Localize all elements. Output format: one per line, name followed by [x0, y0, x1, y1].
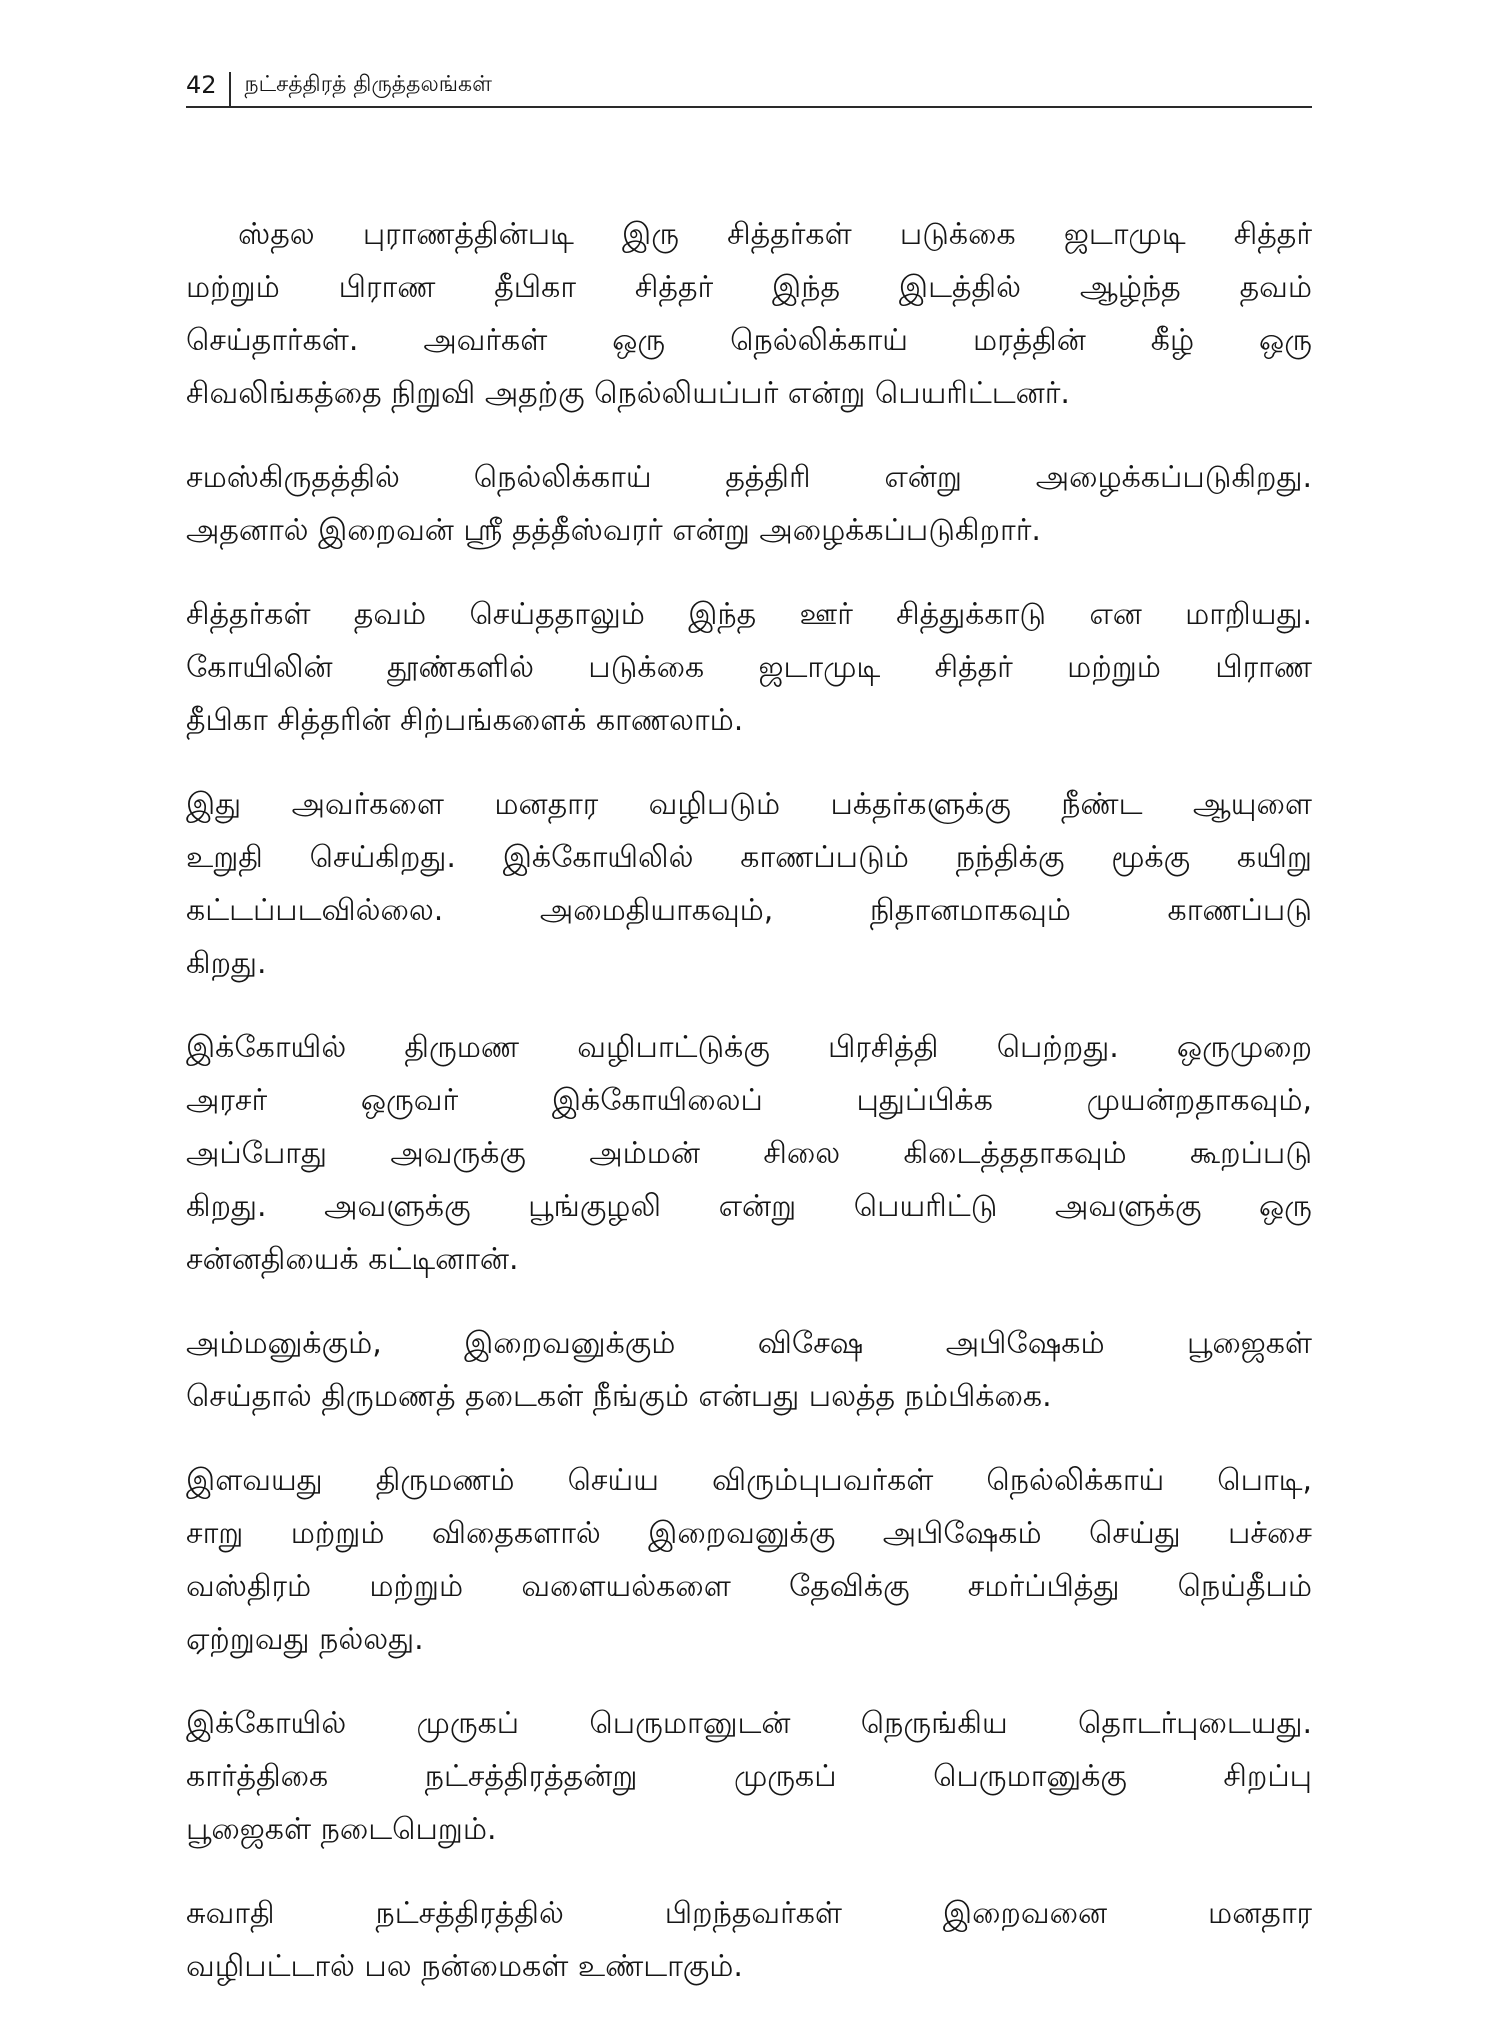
text-line: சன்னதியைக் கட்டினான்.: [186, 1242, 519, 1277]
text-line: வழிபட்டால் பல நன்மைகள் உண்டாகும்.: [186, 1949, 743, 1984]
text-line: சாறு மற்றும் விதைகளால் இறைவனுக்கு அபிஷேகம் செய்து பச்சை: [186, 1516, 1312, 1551]
text-line: கிறது. அவளுக்கு பூங்குழலி என்று பெயரிட்டு அவளுக்கு ஒரு: [186, 1189, 1312, 1224]
text-line: செய்தால் திருமணத் தடைகள் நீங்கும் என்பது பலத்த நம்பிக்கை.: [186, 1379, 1052, 1414]
text-line: சமஸ்கிருதத்தில் நெல்லிக்காய் தத்திரி என்று அழைக்கப்படுகிறது.: [186, 460, 1312, 495]
page-number: 42: [186, 72, 231, 106]
paragraph: [186, 778, 1312, 990]
running-title: நட்சத்திரத் திருத்தலங்கள்: [244, 72, 492, 97]
text-line: இக்கோயில் திருமண வழிபாட்டுக்கு பிரசித்தி பெற்றது. ஒருமுறை: [186, 1030, 1312, 1065]
paragraph: [186, 588, 1312, 747]
paragraph: [186, 451, 1312, 557]
text-line: அப்போது அவருக்கு அம்மன் சிலை கிடைத்ததாகவும் கூறப்படு: [186, 1136, 1312, 1171]
text-line: ஸ்தல புராணத்தின்படி இரு சித்தர்கள் படுக்கை ஜடாமுடி சித்தர்: [238, 217, 1312, 252]
paragraph: [186, 1317, 1312, 1423]
text-line: உறுதி செய்கிறது. இக்கோயிலில் காணப்படும் நந்திக்கு மூக்கு கயிறு: [186, 840, 1312, 875]
paragraph: [186, 208, 1312, 420]
paragraph: [186, 1454, 1312, 1666]
text-line: கிறது.: [186, 946, 267, 981]
text-line: கோயிலின் தூண்களில் படுக்கை ஜடாமுடி சித்தர் மற்றும் பிராண: [186, 650, 1312, 685]
text-line: இது அவர்களை மனதார வழிபடும் பக்தர்களுக்கு நீண்ட ஆயுளை: [186, 787, 1312, 822]
text-line: பூஜைகள் நடைபெறும்.: [186, 1812, 497, 1847]
text-line: அம்மனுக்கும், இறைவனுக்கும் விசேஷ அபிஷேகம் பூஜைகள்: [186, 1326, 1312, 1361]
text-line: அதனால் இறைவன் ஸ்ரீ தத்தீஸ்வரர் என்று அழைக்கப்படுகிறார்.: [186, 513, 1041, 548]
text-line: கட்டப்படவில்லை. அமைதியாகவும், நிதானமாகவும் காணப்படு: [186, 893, 1312, 928]
body-text: [186, 208, 1312, 2024]
text-line: இக்கோயில் முருகப் பெருமானுடன் நெருங்கிய தொடர்புடையது.: [186, 1706, 1312, 1741]
text-line: கார்த்திகை நட்சத்திரத்தன்று முருகப் பெருமானுக்கு சிறப்பு: [186, 1759, 1312, 1794]
page-header: [186, 64, 1312, 108]
paragraph: [186, 1697, 1312, 1856]
paragraph: [186, 1021, 1312, 1286]
text-line: மற்றும் பிராண தீபிகா சித்தர் இந்த இடத்தில் ஆழ்ந்த தவம்: [186, 270, 1312, 305]
text-line: ஏற்றுவது நல்லது.: [186, 1622, 424, 1657]
text-line: சிவலிங்கத்தை நிறுவி அதற்கு நெல்லியப்பர் என்று பெயரிட்டனர்.: [186, 376, 1070, 411]
paragraph: [186, 1887, 1312, 1993]
text-line: இளவயது திருமணம் செய்ய விரும்புபவர்கள் நெல்லிக்காய் பொடி,: [186, 1463, 1312, 1498]
text-line: வஸ்திரம் மற்றும் வளையல்களை தேவிக்கு சமர்ப்பித்து நெய்தீபம்: [186, 1569, 1312, 1604]
text-line: சுவாதி நட்சத்திரத்தில் பிறந்தவர்கள் இறைவனை மனதார: [186, 1896, 1312, 1931]
text-line: அரசர் ஒருவர் இக்கோயிலைப் புதுப்பிக்க முயன்றதாகவும்,: [186, 1083, 1312, 1118]
text-line: தீபிகா சித்தரின் சிற்பங்களைக் காணலாம்.: [186, 703, 744, 738]
text-line: சித்தர்கள் தவம் செய்ததாலும் இந்த ஊர் சித்துக்காடு என மாறியது.: [186, 597, 1312, 632]
text-line: செய்தார்கள். அவர்கள் ஒரு நெல்லிக்காய் மரத்தின் கீழ் ஒரு: [186, 323, 1312, 358]
